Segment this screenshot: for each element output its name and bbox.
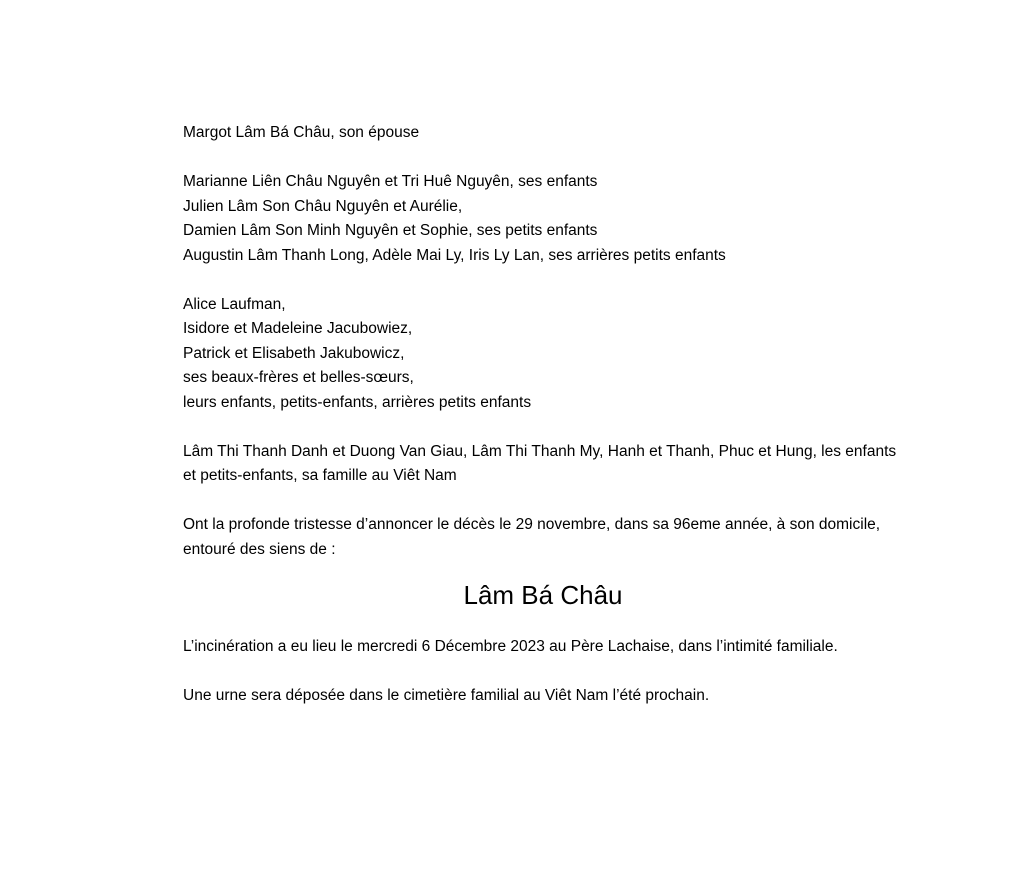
cremation-block [183,635,913,660]
children-line: Damien Lâm Son Minh Nguyên et Sophie, ses petits enfants [183,222,598,239]
vietnam-family-paragraph: Lâm Thi Thanh Danh et Duong Van Giau, Lâm Thi Thanh My, Hanh et Thanh, Phuc et Hung, les enfants et petits-enfants, sa famille au Viêt Nam [183,442,897,484]
children-block [183,170,913,268]
in-laws-line: ses beaux-frères et belles-sœurs, [183,369,414,386]
announcement-paragraph: Ont la profonde tristesse d’annoncer le décès le 29 novembre, dans sa 96eme année, à son domicile, entouré des siens de : [183,516,881,558]
deceased-name-heading: Lâm Bá Châu [463,580,623,610]
urn-paragraph: Une urne sera déposée dans le cimetière familial au Viêt Nam l’été prochain. [183,687,710,704]
in-laws-block [183,293,913,416]
children-line: Marianne Liên Châu Nguyên et Tri Huê Nguyên, ses enfants [183,173,598,190]
children-line: Augustin Lâm Thanh Long, Adèle Mai Ly, Iris Ly Lan, ses arrières petits enfants [183,246,726,264]
children-line: Julien Lâm Son Châu Nguyên et Aurélie, [183,197,463,215]
cremation-paragraph: L’incinération a eu lieu le mercredi 6 Décembre 2023 au Père Lachaise, dans l’intimité familiale. [183,638,838,655]
spouse-line: Margot Lâm Bá Châu, son épouse [183,124,420,141]
urn-block [183,684,913,709]
in-laws-line: leurs enfants, petits-enfants, arrières petits enfants [183,393,532,411]
in-laws-line: Patrick et Elisabeth Jakubowicz, [183,344,405,362]
in-laws-line: Isidore et Madeleine Jacubowiez, [183,320,413,337]
vietnam-family-block [183,440,913,489]
spouse-block [183,121,913,146]
obituary-notice [183,121,913,733]
announcement-block [183,513,913,562]
in-laws-line: Alice Laufman, [183,295,286,313]
